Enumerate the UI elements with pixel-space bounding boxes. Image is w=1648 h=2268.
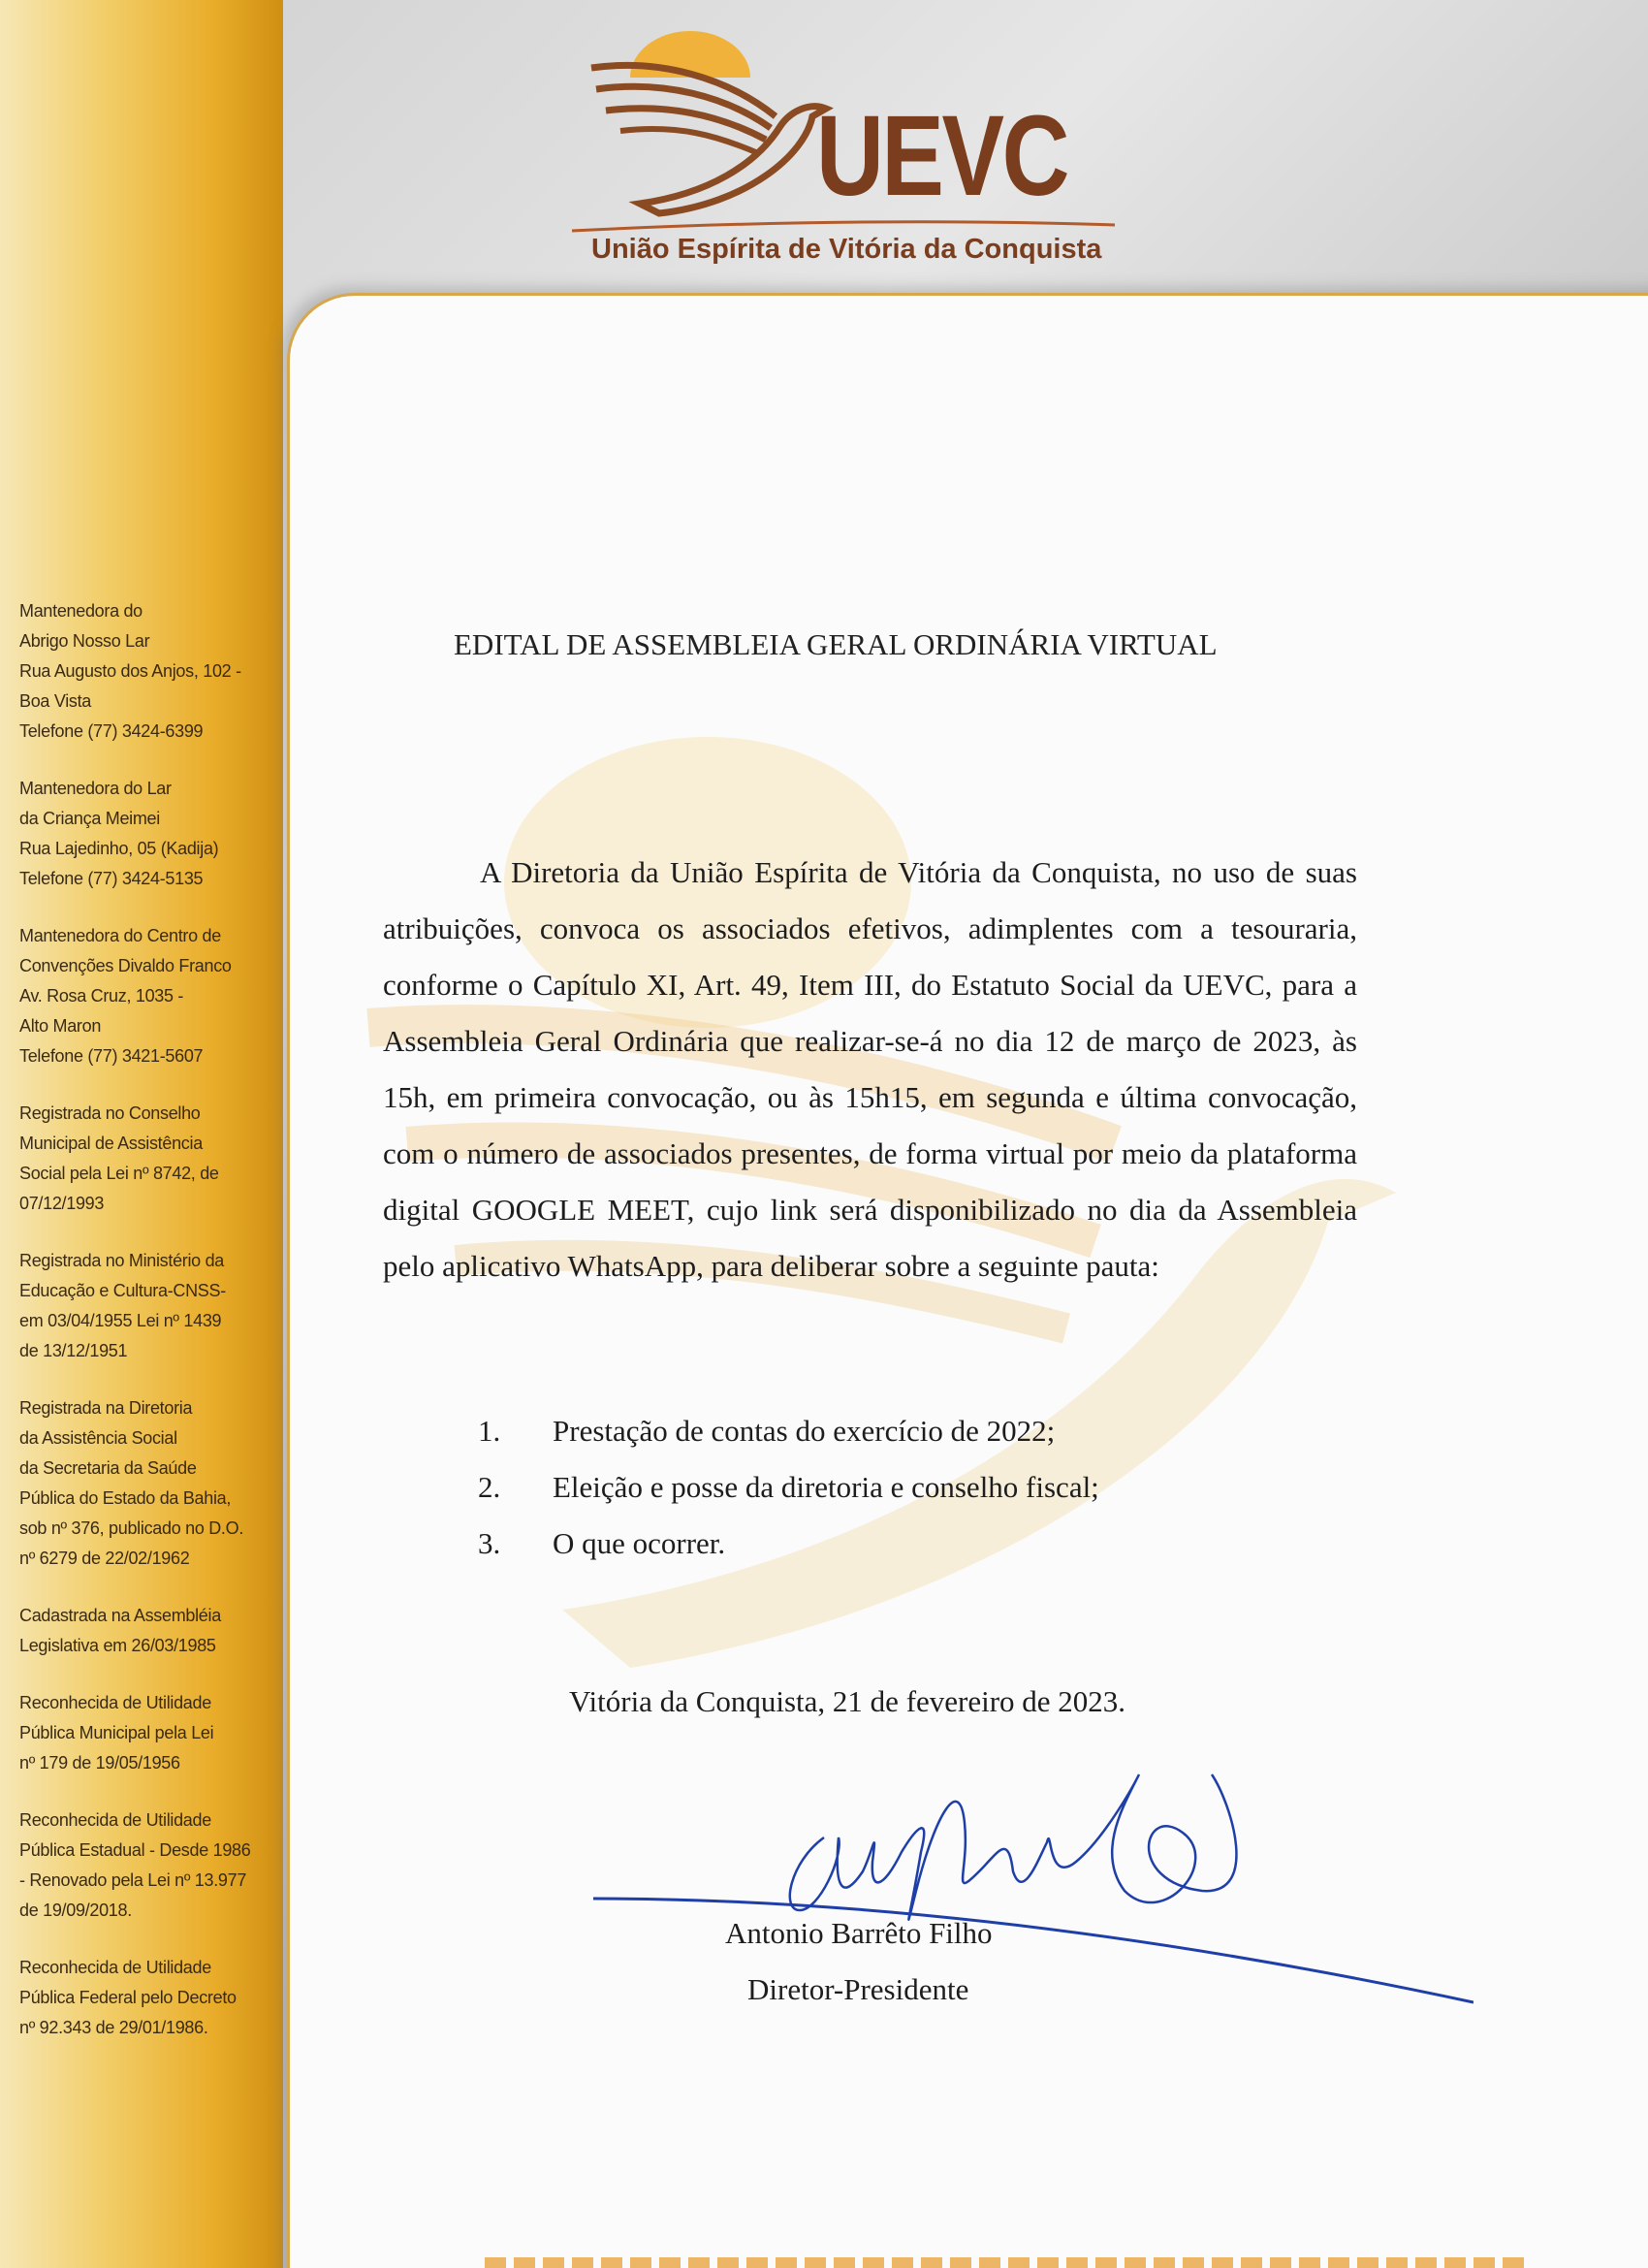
agenda-item xyxy=(478,1403,1099,1459)
agenda-item-text: Prestação de contas do exercício de 2022; xyxy=(553,1414,1056,1448)
sidebar-info-line: Reconhecida de Utilidade xyxy=(19,1958,211,1977)
sidebar-info-line: Registrada na Diretoria xyxy=(19,1398,193,1418)
sidebar-info-line: Alto Maron xyxy=(19,1016,102,1036)
sidebar-info-line: Mantenedora do Centro de xyxy=(19,926,221,945)
agenda-item-text: O que ocorrer. xyxy=(553,1526,726,1560)
sidebar-info-line: da Secretaria da Saúde xyxy=(19,1458,197,1478)
sidebar-info-line: nº 6279 de 22/02/1962 xyxy=(19,1549,190,1568)
sidebar-info-line: de 13/12/1951 xyxy=(19,1341,128,1360)
logo xyxy=(572,19,1115,272)
signer-name: Antonio Barrêto Filho xyxy=(725,1916,993,1950)
sidebar-info-column xyxy=(0,0,283,2268)
sidebar-info-line: - Renovado pela Lei nº 13.977 xyxy=(19,1870,247,1890)
sidebar-info-line: Registrada no Conselho xyxy=(19,1103,201,1123)
sidebar-info-line: Pública do Estado da Bahia, xyxy=(19,1488,232,1508)
sidebar-info-block xyxy=(19,921,262,1071)
sidebar-info-line: Telefone (77) 3424-6399 xyxy=(19,721,204,741)
logo-name: UEVC xyxy=(816,92,1067,220)
footer-text-cut-off xyxy=(485,2257,1532,2268)
sidebar-info-line: Av. Rosa Cruz, 1035 - xyxy=(19,986,184,1006)
sidebar-info-line: Registrada no Ministério da xyxy=(19,1251,225,1270)
agenda-item-number: 1. xyxy=(478,1414,501,1448)
sidebar-text xyxy=(19,596,262,2070)
document-title: EDITAL DE ASSEMBLEIA GERAL ORDINÁRIA VIRTUAL xyxy=(454,627,1218,661)
sidebar-info-line: Convenções Divaldo Franco xyxy=(19,956,232,975)
sidebar-info-line: Reconhecida de Utilidade xyxy=(19,1810,211,1830)
sidebar-info-line: da Criança Meimei xyxy=(19,809,160,828)
sidebar-info-line: Rua Lajedinho, 05 (Kadija) xyxy=(19,839,219,858)
sidebar-info-line: Telefone (77) 3421-5607 xyxy=(19,1046,204,1066)
sidebar-info-line: Telefone (77) 3424-5135 xyxy=(19,869,204,888)
agenda-item-number: 3. xyxy=(478,1526,501,1560)
footer-strip xyxy=(485,2252,1551,2268)
sidebar-info-block xyxy=(19,1953,262,2043)
sidebar-info-line: de 19/09/2018. xyxy=(19,1901,132,1920)
sidebar-info-line: Abrigo Nosso Lar xyxy=(19,631,150,651)
sidebar-info-block xyxy=(19,1805,262,1926)
agenda-item xyxy=(478,1516,1099,1572)
sidebar-info-line: em 03/04/1955 Lei nº 1439 xyxy=(19,1311,222,1330)
sidebar-info-block xyxy=(19,1688,262,1778)
sidebar-info-line: nº 179 de 19/05/1956 xyxy=(19,1753,180,1773)
agenda-item xyxy=(478,1459,1099,1516)
sidebar-info-block xyxy=(19,1246,262,1366)
sidebar-info-block xyxy=(19,774,262,894)
signer-role: Diretor-Presidente xyxy=(747,1972,969,2006)
sidebar-info-line: da Assistência Social xyxy=(19,1428,177,1448)
agenda-item-number: 2. xyxy=(478,1470,501,1504)
sidebar-info-block xyxy=(19,1393,262,1574)
sidebar-info-line: Rua Augusto dos Anjos, 102 - xyxy=(19,661,241,681)
sidebar-info-line: Mantenedora do Lar xyxy=(19,779,172,798)
place-date: Vitória da Conquista, 21 de fevereiro de 2023. xyxy=(569,1684,1126,1718)
sidebar-info-line: Cadastrada na Assembléia xyxy=(19,1606,221,1625)
sidebar-info-line: Municipal de Assistência xyxy=(19,1134,203,1153)
sidebar-info-block xyxy=(19,1099,262,1219)
sidebar-info-block xyxy=(19,1601,262,1661)
document-body: A Diretoria da União Espírita de Vitória da Conquista, no uso de suas atribuições, convoca os associados efetivos, adimplentes com a tesouraria, conforme o Capítulo XI, Art. 49, Item III, do Estatuto Social da UEVC, para a Assembleia Geral Ordinária que realizar-se-á no dia 12 de março de 2023, às 15h, em primeira convocação, ou às 15h15, em segunda e última convocação, com o número de associados presentes, de forma virtual por meio da plataforma digital GOOGLE MEET, cujo link será disponibilizado no dia da Assembleia pelo aplicativo WhatsApp, para deliberar sobre a seguinte pauta: xyxy=(383,855,1357,1283)
sidebar-info-line: 07/12/1993 xyxy=(19,1194,105,1213)
sidebar-info-block xyxy=(19,596,262,747)
sidebar-info-line: Social pela Lei nº 8742, de xyxy=(19,1164,219,1183)
sidebar-info-line: Pública Municipal pela Lei xyxy=(19,1723,214,1742)
agenda-item-text: Eleição e posse da diretoria e conselho fiscal; xyxy=(553,1470,1099,1504)
sidebar-info-line: Pública Estadual - Desde 1986 xyxy=(19,1840,251,1860)
sidebar-info-line: Pública Federal pelo Decreto xyxy=(19,1988,237,2007)
logo-subtitle: União Espírita de Vitória da Conquista xyxy=(591,234,1102,265)
sidebar-info-line: Legislativa em 26/03/1985 xyxy=(19,1636,216,1655)
sidebar-info-line: Educação e Cultura-CNSS- xyxy=(19,1281,226,1300)
sidebar-info-line: sob nº 376, publicado no D.O. xyxy=(19,1518,244,1538)
sidebar-info-line: Boa Vista xyxy=(19,691,92,711)
sidebar-info-line: Mantenedora do xyxy=(19,601,143,621)
sidebar-info-line: nº 92.343 de 29/01/1986. xyxy=(19,2018,208,2037)
sidebar-info-line: Reconhecida de Utilidade xyxy=(19,1693,211,1712)
handwritten-signature-icon xyxy=(582,1745,1474,2036)
agenda-list xyxy=(478,1403,1099,1572)
